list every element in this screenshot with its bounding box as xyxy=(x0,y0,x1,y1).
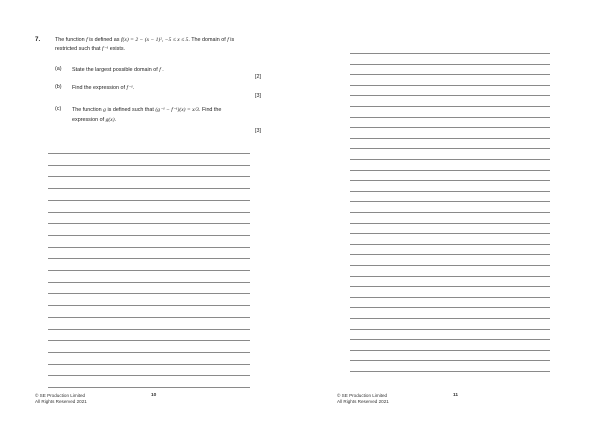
answer-line xyxy=(48,317,250,318)
answer-line xyxy=(48,364,250,365)
part-c-prompt: The function xyxy=(72,107,104,113)
stem-text: exists. xyxy=(108,46,126,52)
answer-line xyxy=(350,117,550,118)
answer-line xyxy=(350,254,550,255)
math-f: f xyxy=(227,37,229,43)
answer-line xyxy=(48,176,250,177)
question-number: 7. xyxy=(35,36,41,43)
answer-line xyxy=(350,360,550,361)
answer-line xyxy=(48,282,250,283)
answer-line xyxy=(350,106,550,107)
answer-line xyxy=(48,200,250,201)
part-c-marks: [3] xyxy=(255,128,261,134)
footer-copyright: © SE Production Limited xyxy=(35,393,86,398)
part-c-punct: . xyxy=(114,116,117,123)
page-number: 10 xyxy=(151,393,157,398)
answer-line xyxy=(48,293,250,294)
question-stem xyxy=(55,36,270,54)
answer-line xyxy=(350,64,550,65)
answer-line xyxy=(48,223,250,224)
answer-line xyxy=(350,371,550,372)
answer-line xyxy=(350,74,550,75)
part-c-text xyxy=(72,106,247,125)
answer-line xyxy=(48,247,250,248)
answer-line xyxy=(48,258,250,259)
answer-line xyxy=(48,165,250,166)
answer-line xyxy=(350,339,550,340)
answer-line xyxy=(350,170,550,171)
answer-line xyxy=(350,191,550,192)
footer-copyright-block xyxy=(35,393,87,405)
part-a-punct: . xyxy=(160,67,164,73)
page-number: 11 xyxy=(453,393,459,398)
answer-line xyxy=(350,223,550,224)
math-f-inverse: f⁻¹ xyxy=(126,85,133,91)
part-b-prompt: Find the expression of xyxy=(72,85,127,91)
part-a-marks: [2] xyxy=(255,74,261,80)
part-a-prompt: State the largest possible domain of xyxy=(72,67,160,73)
answer-line xyxy=(350,127,550,128)
answer-line xyxy=(350,244,550,245)
footer-rights: All Rights Reserved 2021 xyxy=(35,399,87,404)
answer-line xyxy=(350,297,550,298)
part-a-label: (a) xyxy=(55,66,62,72)
answer-line xyxy=(350,180,550,181)
answer-line xyxy=(350,95,550,96)
answer-line xyxy=(350,307,550,308)
part-c-prompt: . Find the xyxy=(198,107,222,113)
math-g: g xyxy=(103,107,106,113)
stem-text: is xyxy=(228,37,235,43)
footer-copyright: © SE Production Limited xyxy=(337,393,388,398)
answer-line xyxy=(350,329,550,330)
math-composite: (g⁻¹ − f⁻¹)(x) = x/3 xyxy=(155,107,199,113)
answer-line xyxy=(350,212,550,213)
part-b-text xyxy=(72,84,247,94)
footer-rights: All Rights Reserved 2021 xyxy=(337,399,389,404)
answer-line xyxy=(350,233,550,234)
part-b-marks: [3] xyxy=(255,93,261,99)
math-f: f xyxy=(86,37,88,43)
answer-line xyxy=(350,138,550,139)
answer-line xyxy=(350,201,550,202)
answer-line xyxy=(48,153,250,154)
stem-text: The function xyxy=(55,37,87,43)
answer-line xyxy=(350,265,550,266)
answer-line xyxy=(48,352,250,353)
answer-line xyxy=(350,350,550,351)
part-c-prompt: is defined such that xyxy=(105,107,156,113)
math-definition: f(x) = 2 − (x − 1)², −5 ≤ x ≤ 5 xyxy=(121,37,189,43)
stem-text: . The domain of xyxy=(188,37,228,43)
answer-line xyxy=(48,235,250,236)
part-c-prompt: expression of xyxy=(72,116,106,123)
part-b-punct: . xyxy=(132,85,135,91)
answer-line xyxy=(350,276,550,277)
answer-line xyxy=(48,270,250,271)
math-gx: g(x) xyxy=(105,116,115,123)
answer-line xyxy=(48,329,250,330)
answer-line xyxy=(350,85,550,86)
math-f: f xyxy=(159,67,161,73)
math-f-inverse: f⁻¹ xyxy=(102,46,109,52)
answer-line xyxy=(350,159,550,160)
answer-line xyxy=(48,212,250,213)
answer-line xyxy=(350,286,550,287)
answer-line xyxy=(48,340,250,341)
answer-line xyxy=(350,148,550,149)
answer-line xyxy=(48,188,250,189)
part-b-label: (b) xyxy=(55,84,62,90)
answer-line xyxy=(48,375,250,376)
answer-line xyxy=(350,318,550,319)
answer-line xyxy=(48,305,250,306)
stem-text: is defined as xyxy=(87,37,121,43)
answer-line xyxy=(48,387,250,388)
answer-line xyxy=(350,53,550,54)
part-c-label: (c) xyxy=(55,106,62,112)
stem-text: restricted such that xyxy=(55,46,103,52)
footer-copyright-block xyxy=(337,393,389,405)
part-a-text xyxy=(72,66,247,76)
